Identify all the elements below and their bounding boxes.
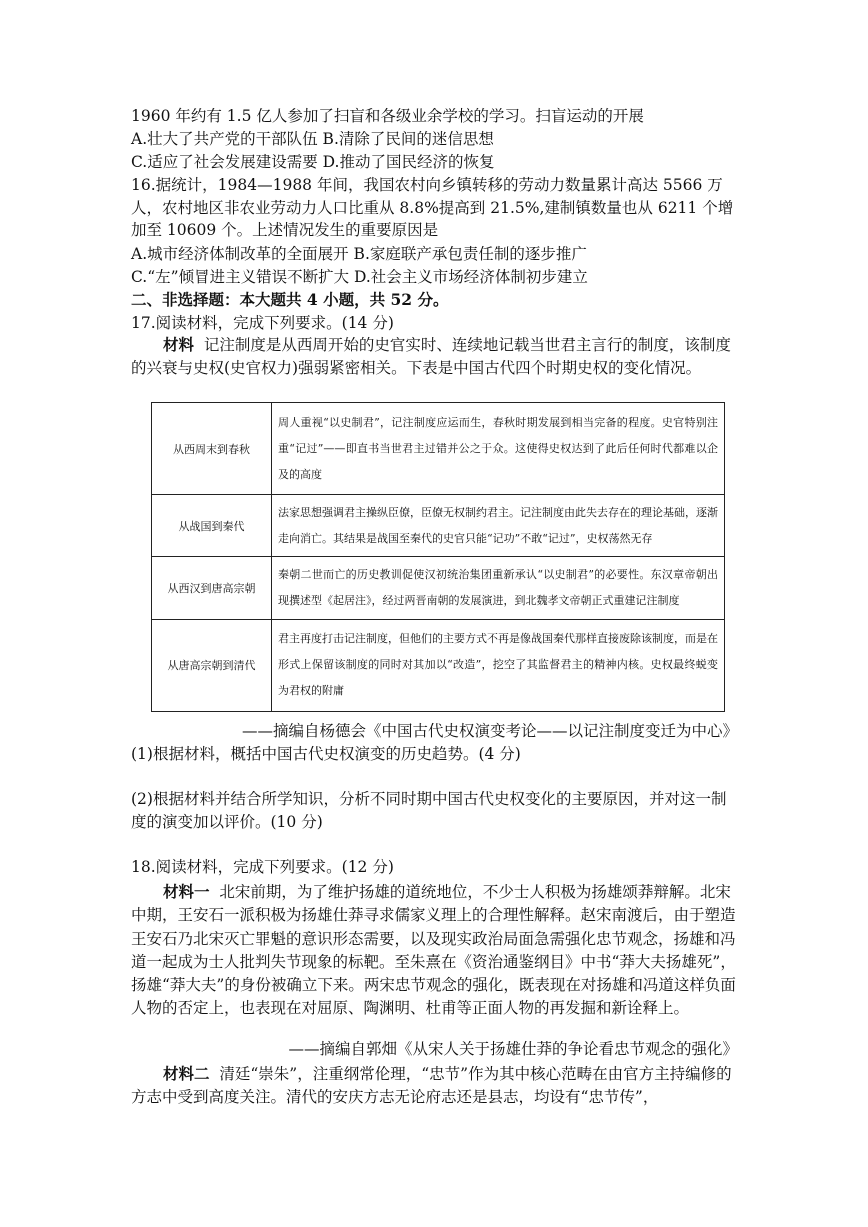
q16-options-ab: A.城市经济体制改革的全面展开 B.家庭联产承包责任制的逐步推广 — [131, 245, 587, 263]
history-table — [151, 402, 725, 712]
q17-stem: 17.阅读材料，完成下列要求。(14 分) — [131, 314, 394, 332]
q18-stem: 18.阅读材料，完成下列要求。(12 分) — [131, 858, 394, 876]
q15-options-ab: A.壮大了共产党的干部队伍 B.清除了民间的迷信思想 — [131, 130, 494, 148]
q18-material-1-source: ——摘编自郭畑《从宋人关于扬雄仕莽的争论看忠节观念的强化》 — [288, 1040, 738, 1058]
material-1-label: 材料一 — [163, 882, 210, 901]
table-row — [152, 557, 725, 619]
description-cell: 君主再度打击记注制度，但他们的主要方式不再是像战国秦代那样直接废除该制度，而是在形式上保留该制度的同时对其加以“改造”，挖空了其监督君主的精神内核。史权最终蜕变为君权的附庸 — [272, 619, 725, 711]
q15-options-cd: C.适应了社会发展建设需要 D.推动了国民经济的恢复 — [131, 153, 495, 171]
section-heading: 二、非选择题：本大题共 4 小题，共 52 分。 — [131, 290, 449, 309]
description-cell: 周人重视“以史制君”，记注制度应运而生，春秋时期发展到相当完备的程度。史官特别注重“记过”——即直书当世君主过错并公之于众。这使得史权达到了此后任何时代都难以企及的高度 — [272, 403, 725, 495]
q16-options-cd: C.“左”倾冒进主义错误不断扩大 D.社会主义市场经济体制初步建立 — [131, 268, 588, 286]
material-label: 材料 — [163, 335, 195, 354]
material-2-label: 材料二 — [163, 1064, 210, 1083]
table-row — [152, 403, 725, 495]
period-cell: 从西周末到春秋 — [152, 403, 272, 495]
material-text: 记注制度是从西周开始的史官实时、连续地记载当世君主言行的制度，该制度的兴衰与史权(史官权力)强弱紧密相关。下表是中国古代四个时期史权的变化情况。 — [131, 336, 731, 377]
material-1-text: 北宋前期，为了维护扬雄的道统地位，不少士人积极为扬雄颂莽辩解。北宋中期，王安石一派积极为扬雄仕莽寻求儒家义理上的合理性解释。赵宋南渡后，由于塑造王安石乃北宋灭亡罪魁的意识形态需要，以及现实政治局面急需强化忠节观念，扬雄和冯道一起成为士人批判失节现象的标靶。至朱熹在《资治通鉴纲目》中书“莽大夫扬雄死”，扬雄“莽大夫”的身份被确立下来。两宋忠节观念的强化，既表现在对扬雄和冯道这样负面人物的否定上，也表现在对屈原、陶渊明、杜甫等正面人物的再发掘和新诠释上。 — [131, 883, 736, 1018]
period-cell: 从战国到秦代 — [152, 495, 272, 557]
description-cell: 秦朝二世而亡的历史教训促使汉初统治集团重新承认“以史制君”的必要性。东汉章帝朝出现撰述型《起居注》，经过两晋南朝的发展演进，到北魏孝文帝朝正式重建记注制度 — [272, 557, 725, 619]
q17-sub1: (1)根据材料，概括中国古代史权演变的历史趋势。(4 分) — [131, 745, 521, 763]
period-cell: 从唐高宗朝到清代 — [152, 619, 272, 711]
q16-stem: 16.据统计，1984—1988 年间，我国农村向乡镇转移的劳动力数量累计高达 5566 万人，农村地区非农业劳动力人口比重从 8.8%提高到 21.5%,建制镇数量也从 6211 个增加至 10609 个。上述情况发生的重要原因是 — [131, 176, 734, 239]
q18-material-2 — [131, 1062, 738, 1110]
q15-stem-tail: 1960 年约有 1.5 亿人参加了扫盲和各级业余学校的学习。扫盲运动的开展 — [131, 107, 644, 125]
material-2-text: 清廷“崇朱”，注重纲常伦理，“忠节”作为其中核心范畴在由官方主持编修的方志中受到高度关注。清代的安庆方志无论府志还是县志，均设有“忠节传”， — [131, 1065, 732, 1107]
description-cell: 法家思想强调君主操纵臣僚，臣僚无权制约君主。记注制度由此失去存在的理论基础，逐渐走向消亡。其结果是战国至秦代的史官只能“记功”不敢“记过”，史权荡然无存 — [272, 495, 725, 557]
table-row — [152, 495, 725, 557]
q17-source: ——摘编自杨德会《中国古代史权演变考论——以记注制度变迁为中心》 — [241, 722, 738, 740]
table-row — [152, 619, 725, 711]
q17-material — [131, 334, 738, 379]
q18-material-1 — [131, 880, 738, 1021]
period-cell: 从西汉到唐高宗朝 — [152, 557, 272, 619]
q17-sub2: (2)根据材料并结合所学知识，分析不同时期中国古代史权变化的主要原因，并对这一制度的演变加以评价。(10 分) — [131, 790, 727, 831]
